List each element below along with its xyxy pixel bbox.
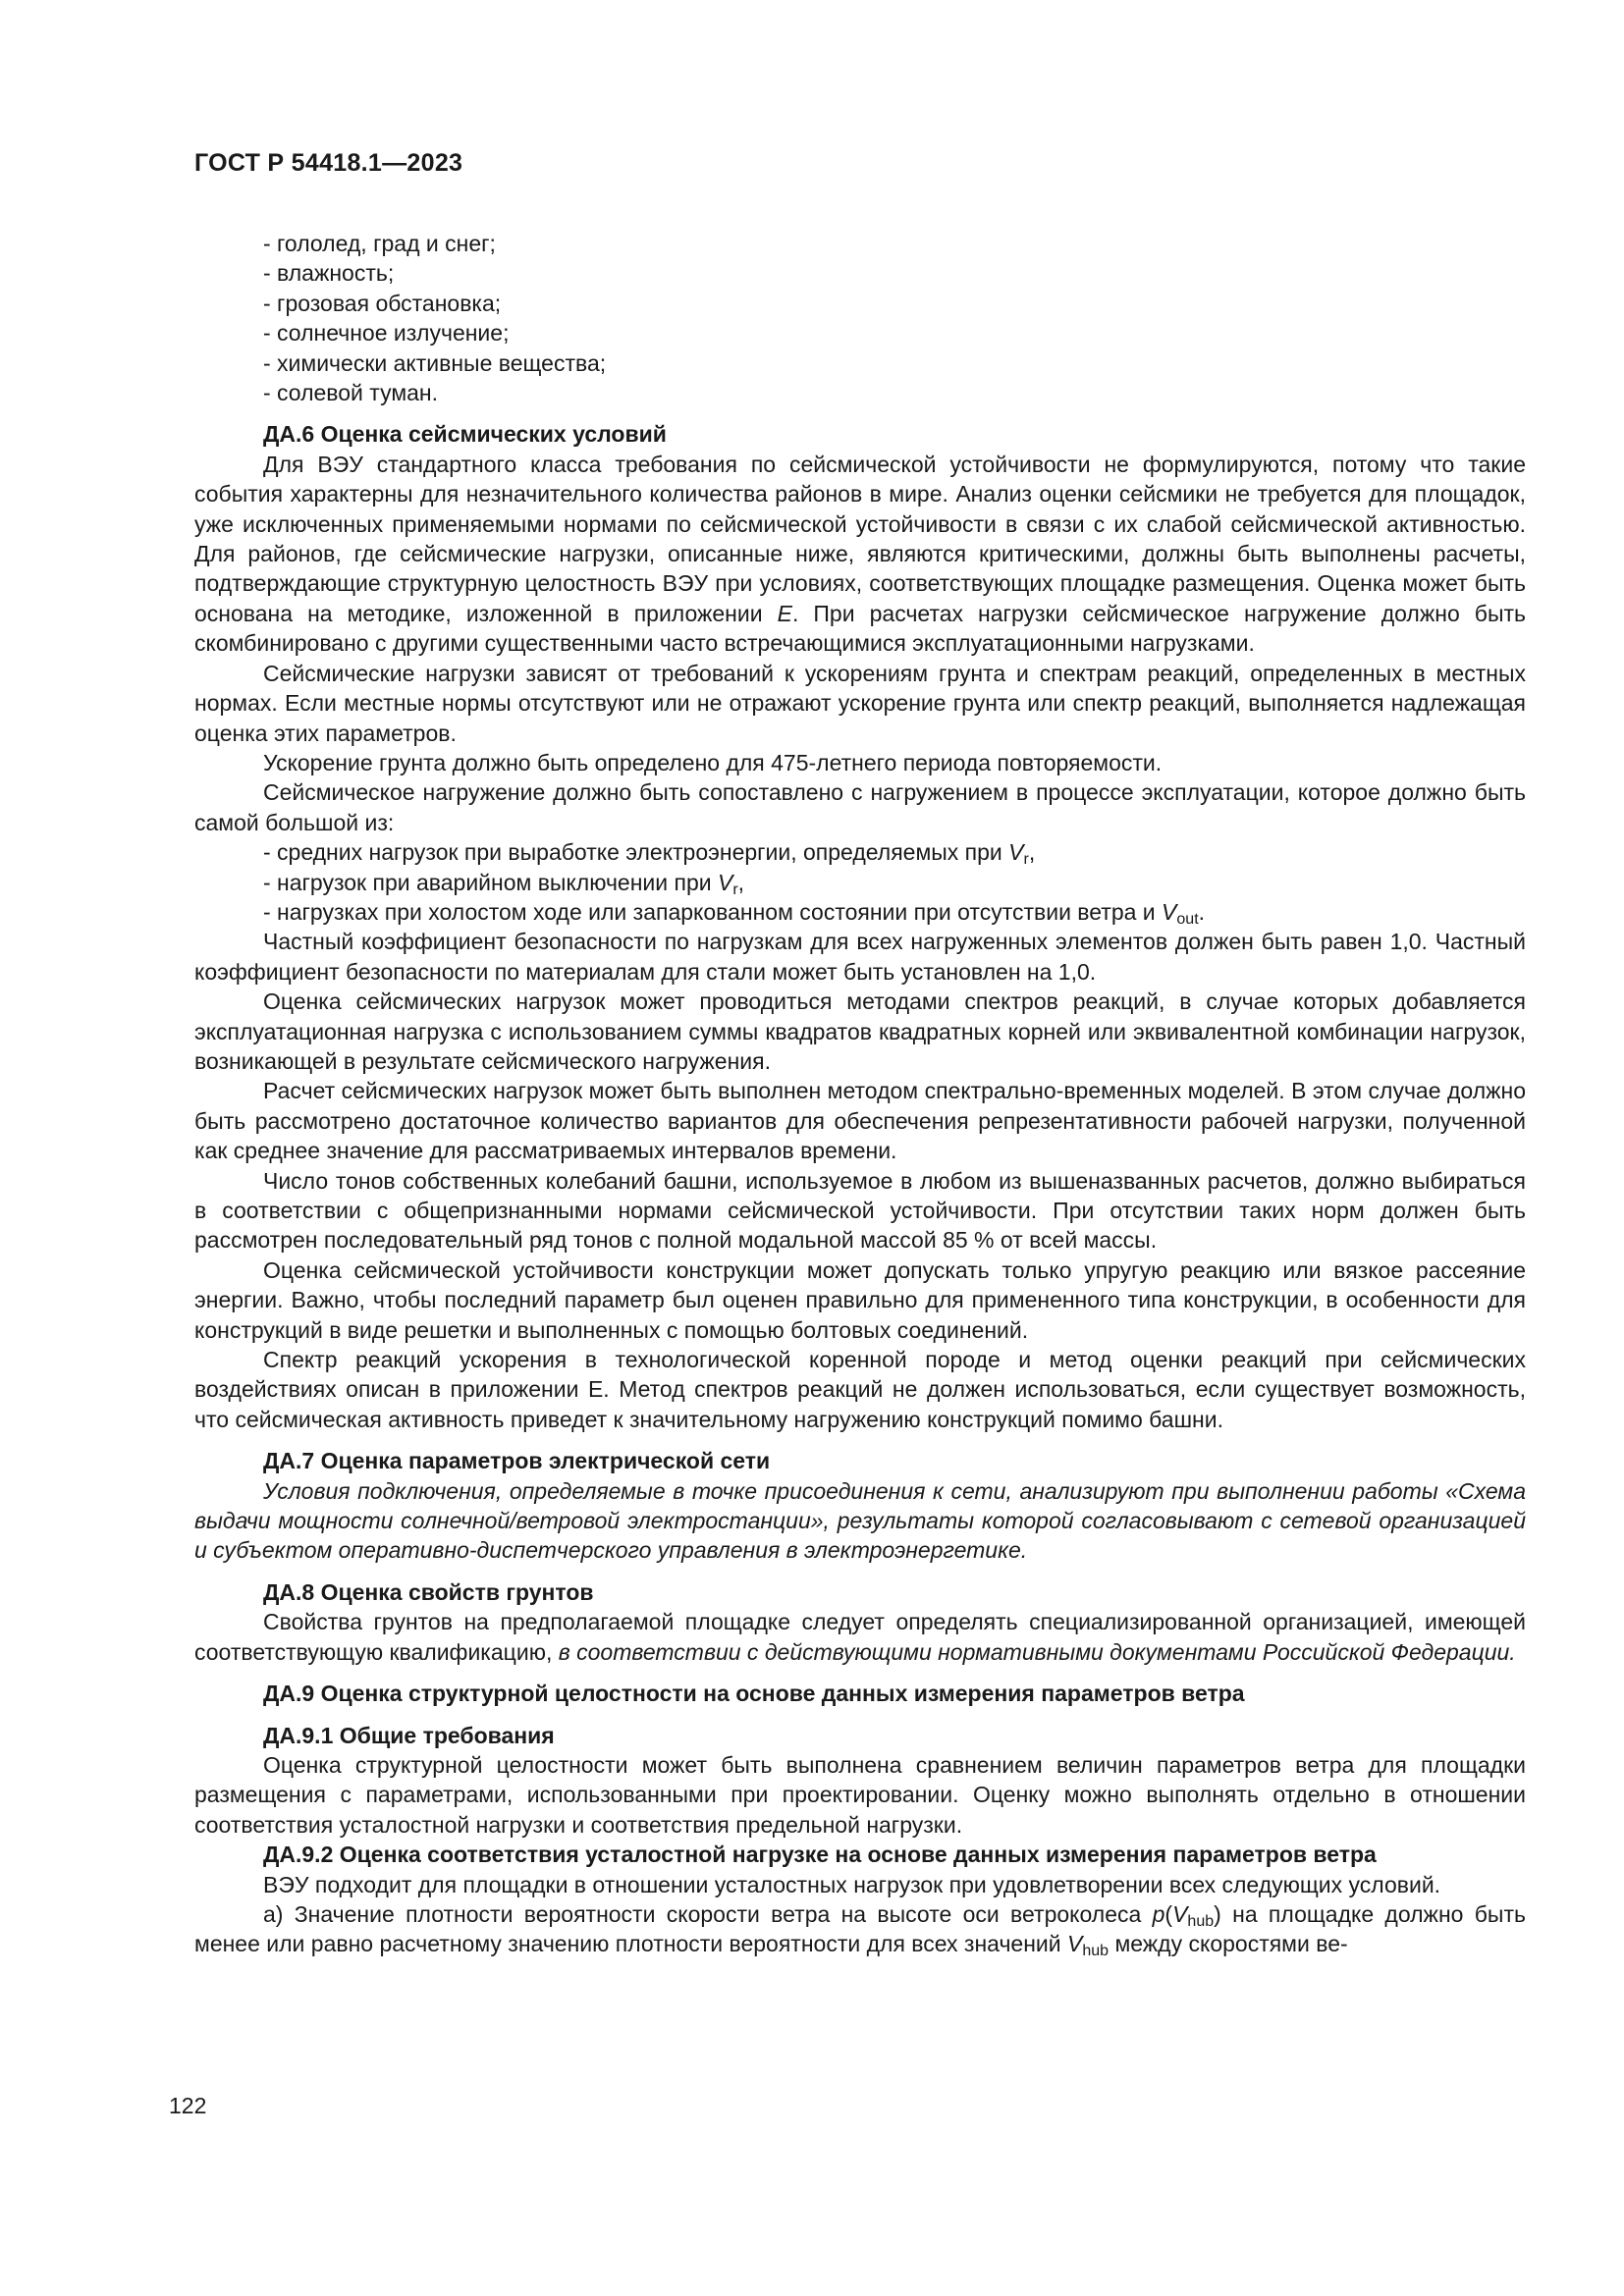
- list-item: - влажность;: [263, 260, 395, 287]
- paragraph: Оценка сейсмических нагрузок может проводиться методами спектров реакций, в случае которых добавляется эксплуатационная нагрузка с использованием суммы квадратов квадратных корней или эквивалентной комбинации нагрузок, возникающей в результате сейсмического нагружения.: [194, 988, 1526, 1074]
- list-item: - солнечное излучение;: [263, 320, 510, 347]
- list-item: - нагрузок при аварийном выключении при $V_r$,: [263, 869, 745, 898]
- page-number: 122: [169, 2093, 207, 2118]
- section-heading-da6: ДА.6 Оценка сейсмических условий: [263, 421, 667, 448]
- list-item: - химически активные вещества;: [263, 349, 607, 376]
- section-heading-da7: ДА.7 Оценка параметров электрической сети: [263, 1448, 771, 1474]
- paragraph: Сейсмическое нагружение должно быть сопоставлено с нагружением в процессе эксплуатации, которое должно быть самой большой из:: [194, 779, 1526, 835]
- paragraph: Для ВЭУ стандартного класса требования по сейсмической устойчивости не формулируются, потому что такие события характерны для незначительного количества районов в мире. Анализ оценки сейсмики не требуется для площадок, уже исключенных применяемыми нормами по сейсмической устойчивости в связи с их слабой сейсмической активностью. Для районов, где сейсмические нагрузки, описанные ниже, являются критическими, должны быть выполнены расчеты, подтверждающие структурную целостность ВЭУ при условиях, соответствующих площадке размещения. Оценка может быть основана на методике, изложенной в приложении E. При расчетах нагрузки сейсмическое нагружение должно быть скомбинировано с другими существенными часто встречающимися эксплуатационными нагрузками.: [194, 451, 1526, 657]
- paragraph: Число тонов собственных колебаний башни, используемое в любом из вышеназванных расчетов, должно выбираться в соответствии с общепризнанными нормами сейсмической устойчивости. При отсутствии таких норм должен быть рассмотрен последовательный ряд тонов с полной модальной массой 85 % от всей массы.: [194, 1167, 1526, 1254]
- list-item: - грозовая обстановка;: [263, 290, 502, 316]
- list-item: - нагрузках при холостом ходе или запаркованном состоянии при отсутствии ветра и $V_{out}$.: [263, 898, 1206, 928]
- paragraph: Сейсмические нагрузки зависят от требований к ускорениям грунта и спектрам реакций, определенных в местных нормах. Если местные нормы отсутствуют или не отражают ускорение грунта или спектр реакций, выполняется надлежащая оценка этих параметров.: [194, 660, 1526, 746]
- paragraph: Расчет сейсмических нагрузок может быть выполнен методом спектрально-временных моделей. В этом случае должно быть рассмотрено достаточное количество вариантов для обеспечения репрезентативности рабочей нагрузки, полученной как среднее значение для рассматриваемых интервалов времени.: [194, 1078, 1526, 1164]
- subsection-heading-da9-1: ДА.9.1 Общие требования: [263, 1722, 555, 1748]
- page-content: [194, 229, 1526, 1959]
- subsection-heading-da9-2: ДА.9.2 Оценка соответствия усталостной нагрузке на основе данных измерения параметров ветра: [263, 1842, 1377, 1868]
- paragraph: Спектр реакций ускорения в технологической коренной породе и метод оценки реакций при сейсмических воздействиях описан в приложении Е. Метод спектров реакций не должен использоваться, если существует возможность, что сейсмическая активность приведет к значительному нагружению конструкций помимо башни.: [194, 1347, 1526, 1432]
- paragraph: Оценка структурной целостности может быть выполнена сравнением величин параметров ветра для площадки размещения с параметрами, использованными при проектировании. Оценку можно выполнять отдельно в отношении соответствия усталостной нагрузки и соответствия предельной нагрузки.: [194, 1751, 1526, 1838]
- conditions-list: [194, 229, 1526, 407]
- list-item: - гололед, град и снег;: [263, 231, 496, 256]
- paragraph: ВЭУ подходит для площадки в отношении усталостных нагрузок при удовлетворении всех следующих условий.: [263, 1871, 1441, 1897]
- list-item: - средних нагрузок при выработке электроэнергии, определяемых при $V_r$,: [263, 839, 1036, 869]
- section-heading-da8: ДА.8 Оценка свойств грунтов: [263, 1578, 594, 1605]
- paragraph: Ускорение грунта должно быть определено для 475-летнего периода повторяемости.: [263, 749, 1163, 775]
- document-code: ГОСТ Р 54418.1—2023: [194, 149, 463, 177]
- paragraph: Частный коэффициент безопасности по нагрузкам для всех нагруженных элементов должен быть равен 1,0. Частный коэффициент безопасности по материалам для стали может быть установлен на 1,0.: [194, 929, 1526, 985]
- paragraph: а) Значение плотности вероятности скорости ветра на высоте оси ветроколеса $p(V_{hub})$ на площадке должно быть менее или равно расчетному значению плотности вероятности для всех значений $V_{hub}$ между скоростями ве-: [194, 1900, 1526, 1960]
- paragraph: Условия подключения, определяемые в точке присоединения к сети, анализируют при выполнении работы «Схема выдачи мощности солнечной/ветровой электростанции», результаты которой согласовывают с сетевой организацией и субъектом оперативно-диспетчерского управления в электроэнергетике.: [194, 1477, 1526, 1564]
- list-item: - солевой туман.: [263, 380, 439, 406]
- section-heading-da9: ДА.9 Оценка структурной целостности на основе данных измерения параметров ветра: [263, 1681, 1245, 1707]
- paragraph: Свойства грунтов на предполагаемой площадке следует определять специализированной организацией, имеющей соответствующую квалификацию, в соответствии с действующими нормативными документами Российской Федерации.: [194, 1609, 1526, 1665]
- paragraph: Оценка сейсмической устойчивости конструкции может допускать только упругую реакцию или вязкое рассеяние энергии. Важно, чтобы последний параметр был оценен правильно для примененного типа конструкции, в особенности для конструкций в виде решетки и выполненных с помощью болтовых соединений.: [194, 1256, 1526, 1343]
